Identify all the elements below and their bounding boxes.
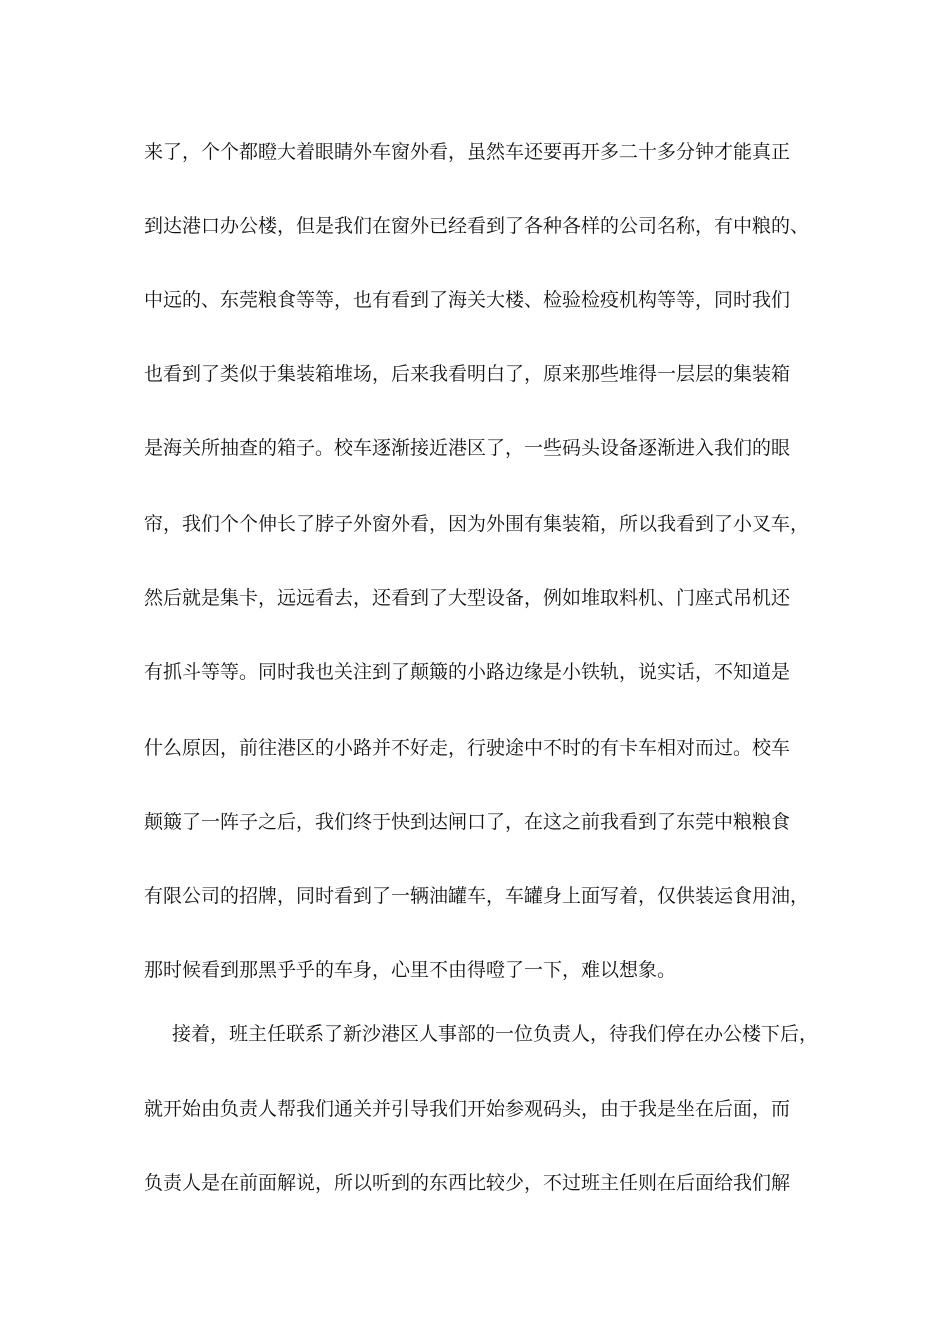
text-line-7: 然后就是集卡，远远看去，还看到了大型设备，例如堆取料机、门座式吊机还: [144, 587, 791, 609]
text-line-8: 有抓斗等等。同时我也关注到了颠簸的小路边缘是小铁轨，说实话，不知道是: [144, 661, 791, 683]
text-line-14: 就开始由负责人帮我们通关并引导我们开始参观码头，由于我是坐在后面，而: [144, 1098, 791, 1120]
text-line-12: 那时候看到那黑乎乎的车身，心里不由得噔了一下，难以想象。: [144, 959, 677, 981]
text-line-13: 接着，班主任联系了新沙港区人事部的一位负责人，待我们停在办公楼下后，: [172, 1023, 819, 1045]
text-line-2: 到达港口办公楼，但是我们在窗外已经看到了各种各样的公司名称，有中粮的、: [144, 215, 810, 237]
text-line-3: 中远的、东莞粮食等等，也有看到了海关大楼、检验检疫机构等等，同时我们: [144, 289, 791, 311]
text-line-15: 负责人是在前面解说，所以听到的东西比较少，不过班主任则在后面给我们解: [144, 1172, 791, 1194]
text-line-10: 颠簸了一阵子之后，我们终于快到达闸口了，在这之前我看到了东莞中粮粮食: [144, 811, 791, 833]
text-line-5: 是海关所抽查的箱子。校车逐渐接近港区了，一些码头设备逐渐进入我们的眼: [144, 437, 791, 459]
text-line-4: 也看到了类似于集装箱堆场，后来我看明白了，原来那些堆得一层层的集装箱: [144, 363, 791, 385]
text-line-1: 来了，个个都瞪大着眼睛外车窗外看，虽然车还要再开多二十多分钟才能真正: [144, 141, 791, 163]
text-line-11: 有限公司的招牌，同时看到了一辆油罐车，车罐身上面写着，仅供装运食用油，: [144, 885, 810, 907]
text-line-9: 什么原因，前往港区的小路并不好走，行驶途中不时的有卡车相对而过。校车: [144, 737, 791, 759]
text-line-6: 帘，我们个个伸长了脖子外窗外看，因为外围有集装箱，所以我看到了小叉车，: [144, 513, 810, 535]
